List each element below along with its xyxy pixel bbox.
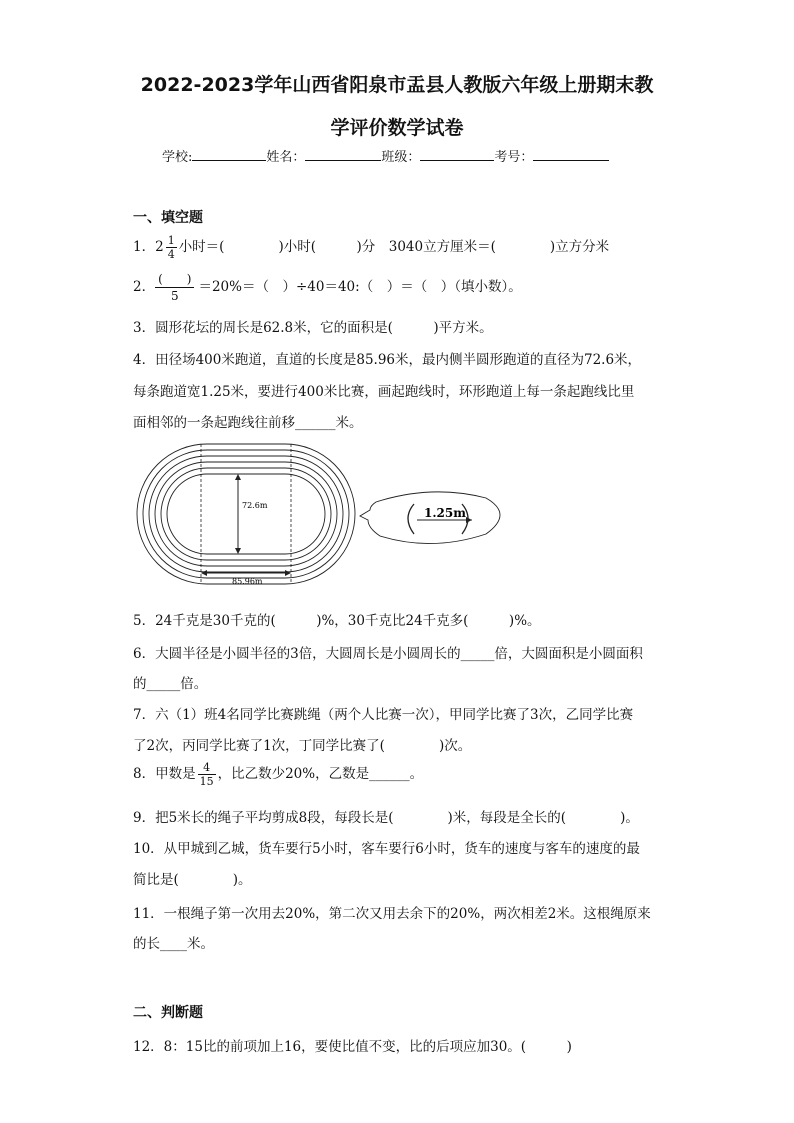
question-4-line1: 4．田径场400米跑道，直道的长度是85.96米，最内侧半圆形跑道的直径为72.6米， — [133, 352, 642, 368]
lane-width-label: 1.25m — [424, 506, 466, 520]
question-10-line2: 简比是( )。 — [133, 872, 252, 888]
number-blank[interactable] — [533, 147, 609, 161]
question-4-line3: 面相邻的一条起跑线往前移______米。 — [133, 415, 363, 431]
fraction-denominator: 15 — [199, 775, 214, 788]
fraction-denominator: 4 — [167, 248, 175, 261]
name-label: 姓名： — [266, 150, 306, 165]
question-11-line1: 11．一根绳子第一次用去20%，第二次又用去余下的20%，两次相差2米。这根绳原来 — [133, 906, 651, 922]
question-1-prefix: 1．2 — [133, 239, 164, 255]
number-label: 考号： — [494, 150, 534, 165]
blank-fraction — [155, 271, 194, 304]
school-label: 学校: — [162, 150, 193, 165]
question-12: 12．8：15比的前项加上16，要使比值不变，比的后项应加30。( ) — [133, 1039, 572, 1055]
running-track-figure — [132, 440, 512, 590]
question-9: 9．把5米长的绳子平均剪成8段，每段长是( )米，每段是全长的( )。 — [133, 810, 639, 826]
question-11-line2: 的长____米。 — [133, 936, 214, 952]
question-4-line2: 每条跑道宽1.25米，要进行400米比赛，画起跑线时，环形跑道上每一条起跑线比里 — [133, 384, 635, 400]
question-8-text: ，比乙数少20%，乙数是______。 — [217, 766, 424, 782]
class-label: 班级： — [381, 150, 421, 165]
question-5: 5．24千克是30千克的( )%，30千克比24千克多( )%。 — [133, 613, 541, 629]
question-8 — [133, 761, 423, 788]
class-blank[interactable] — [420, 147, 494, 161]
question-8-prefix: 8．甲数是 — [133, 766, 196, 782]
straight-length-label: 85.96m — [232, 577, 263, 586]
fraction-numerator: ( ) — [155, 271, 194, 288]
question-7-line1: 7．六（1）班4名同学比赛跳绳（两个人比赛一次），甲同学比赛了3次，乙同学比赛 — [133, 707, 634, 723]
name-blank[interactable] — [305, 147, 381, 161]
fraction — [198, 761, 216, 788]
question-6-line1: 6．大圆半径是小圆半径的3倍，大圆周长是小圆周长的_____倍，大圆面积是小圆面积 — [133, 646, 643, 662]
question-2-text: ＝20%＝（ ）÷40＝40:（ ）＝（ ）（填小数）。 — [198, 279, 522, 295]
question-7-line2: 了2次，丙同学比赛了1次，丁同学比赛了( )次。 — [133, 738, 472, 754]
question-3: 3．圆形花坛的周长是62.8米，它的面积是( )平方米。 — [133, 320, 493, 336]
mixed-fraction — [166, 234, 177, 261]
question-10-line1: 10．从甲城到乙城，货车要行5小时，客车要行6小时，货车的速度与客车的速度的最 — [133, 841, 640, 857]
question-1-text: 小时＝( )小时( )分 3040立方厘米＝( )立方分米 — [178, 239, 610, 255]
fraction-numerator: 4 — [198, 761, 216, 775]
school-blank[interactable] — [192, 147, 266, 161]
exam-title-line2: 学评价数学试卷 — [330, 117, 464, 139]
diameter-label: 72.6m — [242, 501, 268, 510]
question-2 — [133, 271, 522, 304]
question-6-line2: 的_____倍。 — [133, 676, 208, 692]
student-info-line — [162, 146, 609, 165]
exam-title-line1: 2022-2023学年山西省阳泉市盂县人教版六年级上册期末教 — [140, 74, 654, 96]
straight-length-arrow — [201, 570, 291, 576]
diameter-arrow — [235, 474, 241, 554]
fraction-numerator: 1 — [167, 234, 175, 247]
section-fill-in: 一、填空题 — [133, 210, 203, 226]
question-1 — [133, 234, 609, 261]
section-judgement: 二、判断题 — [133, 1005, 203, 1021]
question-2-prefix: 2． — [133, 279, 156, 295]
fraction-denominator: 5 — [170, 289, 179, 303]
